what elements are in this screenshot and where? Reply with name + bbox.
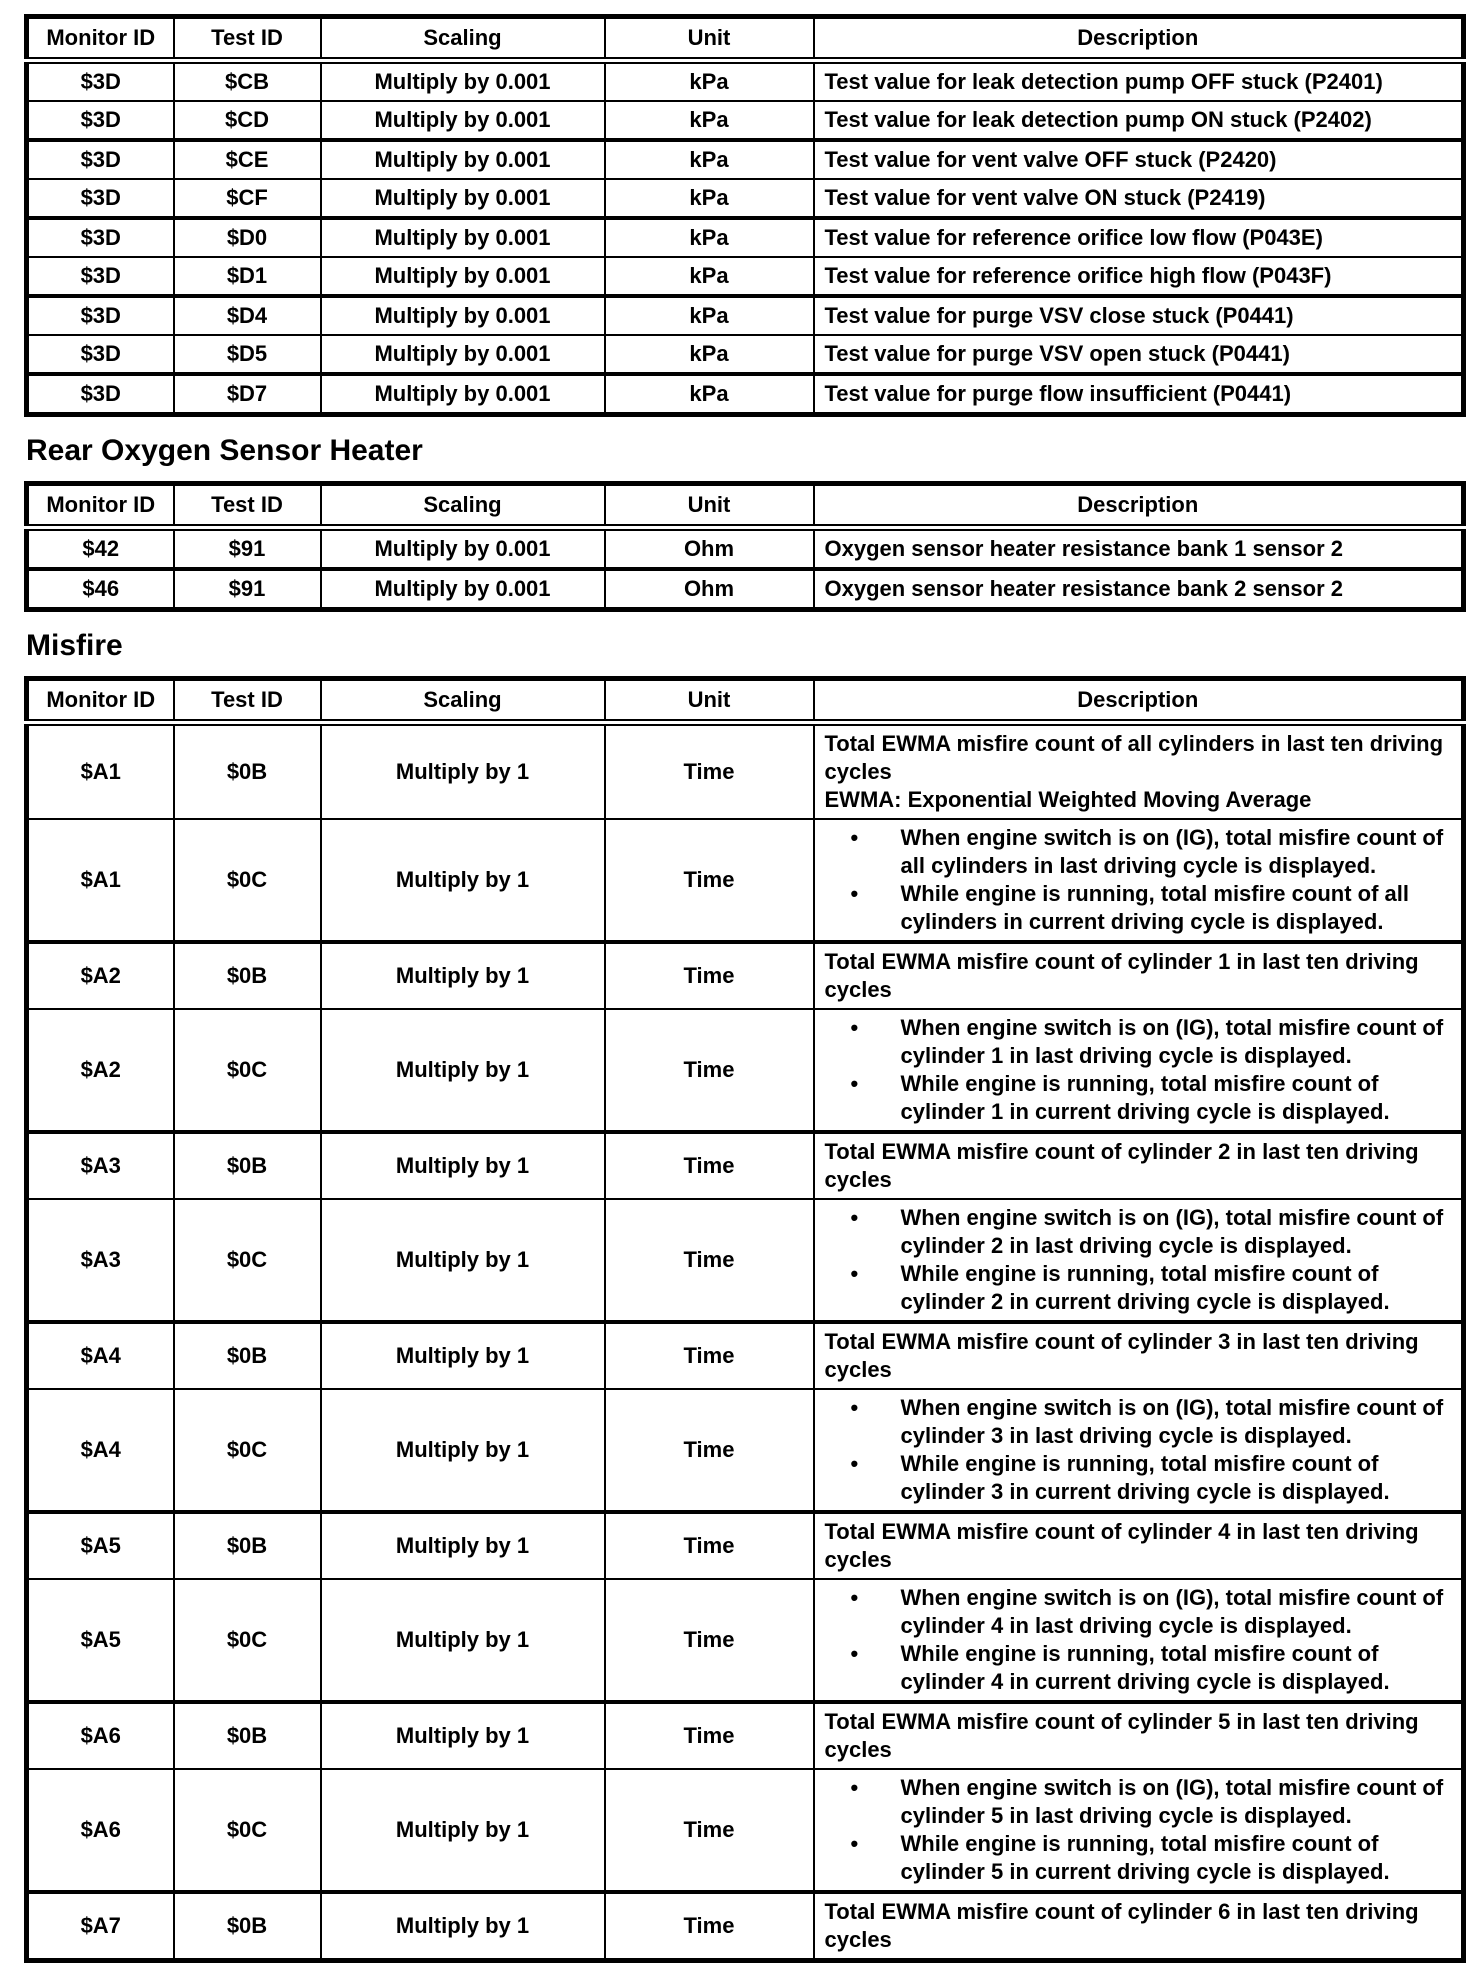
cell-description xyxy=(814,1389,1464,1512)
cell-scaling: Multiply by 0.001 xyxy=(321,179,605,218)
cell-unit: Time xyxy=(605,1009,814,1132)
cell-description xyxy=(814,569,1464,610)
column-header-scaling: Scaling xyxy=(321,679,605,723)
cell-unit: Time xyxy=(605,1199,814,1322)
cell-scaling: Multiply by 1 xyxy=(321,1702,605,1769)
header-row xyxy=(27,17,1464,61)
cell-test-id: $0B xyxy=(174,1132,321,1199)
description-line: Test value for purge flow insufficient (P0441) xyxy=(824,381,1292,406)
cell-scaling: Multiply by 1 xyxy=(321,1579,605,1702)
cell-test-id: $D4 xyxy=(174,296,321,335)
cell-monitor-id: $A6 xyxy=(27,1769,174,1892)
column-header-monitor-id: Monitor ID xyxy=(27,484,174,528)
column-header-description: Description xyxy=(814,484,1464,528)
cell-unit: Time xyxy=(605,1579,814,1702)
table-row xyxy=(27,1769,1464,1892)
cell-description xyxy=(814,1892,1464,1961)
cell-unit: kPa xyxy=(605,257,814,296)
cell-unit: Time xyxy=(605,1769,814,1892)
cell-description xyxy=(814,257,1464,296)
cell-scaling: Multiply by 0.001 xyxy=(321,569,605,610)
cell-monitor-id: $3D xyxy=(27,61,174,102)
cell-description xyxy=(814,179,1464,218)
table-row xyxy=(27,140,1464,179)
cell-unit: kPa xyxy=(605,374,814,415)
cell-test-id: $CF xyxy=(174,179,321,218)
table-rear-oxygen-sensor-heater xyxy=(24,481,1466,612)
cell-test-id: $0B xyxy=(174,1512,321,1579)
cell-test-id: $0B xyxy=(174,1322,321,1389)
cell-scaling: Multiply by 1 xyxy=(321,1512,605,1579)
cell-scaling: Multiply by 1 xyxy=(321,942,605,1009)
description-line: Test value for vent valve OFF stuck (P2420) xyxy=(824,147,1277,172)
cell-unit: kPa xyxy=(605,296,814,335)
description-bullet: • When engine switch is on (IG), total misfire count of cylinder 3 in last driving cycle is displayed. xyxy=(825,1394,1452,1450)
table-row xyxy=(27,61,1464,102)
cell-scaling: Multiply by 1 xyxy=(321,723,605,820)
table-row xyxy=(27,723,1464,820)
cell-unit: Time xyxy=(605,942,814,1009)
cell-description xyxy=(814,1199,1464,1322)
cell-description xyxy=(814,101,1464,140)
cell-test-id: $D1 xyxy=(174,257,321,296)
description-bullet: • While engine is running, total misfire count of cylinder 5 in current driving cycle is displayed. xyxy=(825,1830,1452,1886)
cell-test-id: $0B xyxy=(174,1892,321,1961)
table-row xyxy=(27,1892,1464,1961)
column-header-scaling: Scaling xyxy=(321,17,605,61)
cell-monitor-id: $A3 xyxy=(27,1199,174,1322)
description-line: Total EWMA misfire count of cylinder 5 in last ten driving cycles xyxy=(824,1709,1419,1762)
section-heading-misfire: Misfire xyxy=(26,629,123,662)
description-bullet: • When engine switch is on (IG), total misfire count of cylinder 1 in last driving cycle is displayed. xyxy=(825,1014,1452,1070)
cell-test-id: $D7 xyxy=(174,374,321,415)
description-line: Test value for reference orifice high flow (P043F) xyxy=(824,263,1332,288)
cell-monitor-id: $42 xyxy=(27,528,174,570)
cell-description xyxy=(814,140,1464,179)
cell-unit: kPa xyxy=(605,101,814,140)
description-bullet: • When engine switch is on (IG), total misfire count of cylinder 4 in last driving cycle is displayed. xyxy=(825,1584,1452,1640)
cell-test-id: $0B xyxy=(174,942,321,1009)
cell-description xyxy=(814,1769,1464,1892)
cell-description xyxy=(814,218,1464,257)
description-line: Total EWMA misfire count of cylinder 6 in last ten driving cycles xyxy=(824,1899,1419,1952)
cell-monitor-id: $A2 xyxy=(27,1009,174,1132)
cell-unit: Time xyxy=(605,1322,814,1389)
cell-test-id: $0C xyxy=(174,819,321,942)
column-header-unit: Unit xyxy=(605,484,814,528)
cell-monitor-id: $A2 xyxy=(27,942,174,1009)
description-line: Total EWMA misfire count of cylinder 4 in last ten driving cycles xyxy=(824,1519,1419,1572)
description-bullet: • While engine is running, total misfire count of cylinder 4 in current driving cycle is displayed. xyxy=(825,1640,1452,1696)
cell-unit: Time xyxy=(605,1389,814,1512)
table-row xyxy=(27,942,1464,1009)
cell-test-id: $D0 xyxy=(174,218,321,257)
column-header-monitor-id: Monitor ID xyxy=(27,17,174,61)
cell-description xyxy=(814,335,1464,374)
cell-description xyxy=(814,1009,1464,1132)
description-bullet: • When engine switch is on (IG), total misfire count of cylinder 2 in last driving cycle is displayed. xyxy=(825,1204,1452,1260)
cell-scaling: Multiply by 1 xyxy=(321,819,605,942)
description-bullet-list xyxy=(825,1204,1452,1316)
cell-monitor-id: $3D xyxy=(27,101,174,140)
description-line: Test value for leak detection pump OFF stuck (P2401) xyxy=(824,69,1383,94)
column-header-test-id: Test ID xyxy=(174,484,321,528)
cell-description xyxy=(814,1132,1464,1199)
description-line: Test value for purge VSV close stuck (P0441) xyxy=(824,303,1294,328)
cell-scaling: Multiply by 1 xyxy=(321,1132,605,1199)
table-row xyxy=(27,101,1464,140)
description-bullet: • While engine is running, total misfire count of cylinder 2 in current driving cycle is displayed. xyxy=(825,1260,1452,1316)
cell-scaling: Multiply by 0.001 xyxy=(321,101,605,140)
cell-scaling: Multiply by 0.001 xyxy=(321,61,605,102)
table-row xyxy=(27,819,1464,942)
cell-test-id: $0C xyxy=(174,1579,321,1702)
cell-unit: kPa xyxy=(605,335,814,374)
cell-scaling: Multiply by 1 xyxy=(321,1199,605,1322)
cell-unit: Time xyxy=(605,1702,814,1769)
table-row xyxy=(27,1389,1464,1512)
cell-scaling: Multiply by 0.001 xyxy=(321,296,605,335)
cell-unit: kPa xyxy=(605,218,814,257)
cell-scaling: Multiply by 0.001 xyxy=(321,257,605,296)
table-row xyxy=(27,1702,1464,1769)
description-line: EWMA: Exponential Weighted Moving Average xyxy=(824,787,1312,812)
column-header-scaling: Scaling xyxy=(321,484,605,528)
cell-scaling: Multiply by 1 xyxy=(321,1389,605,1512)
cell-test-id: $91 xyxy=(174,528,321,570)
table-misfire xyxy=(24,676,1466,1963)
table-row xyxy=(27,1512,1464,1579)
cell-description xyxy=(814,374,1464,415)
column-header-test-id: Test ID xyxy=(174,679,321,723)
description-line: Total EWMA misfire count of cylinder 3 in last ten driving cycles xyxy=(824,1329,1419,1382)
description-bullet: • While engine is running, total misfire count of cylinder 3 in current driving cycle is displayed. xyxy=(825,1450,1452,1506)
cell-description xyxy=(814,528,1464,570)
cell-test-id: $CE xyxy=(174,140,321,179)
table-row xyxy=(27,257,1464,296)
description-line: Oxygen sensor heater resistance bank 2 sensor 2 xyxy=(824,576,1343,601)
cell-monitor-id: $A1 xyxy=(27,819,174,942)
table-row xyxy=(27,296,1464,335)
table-row xyxy=(27,1579,1464,1702)
cell-unit: kPa xyxy=(605,61,814,102)
cell-monitor-id: $3D xyxy=(27,335,174,374)
column-header-description: Description xyxy=(814,679,1464,723)
description-bullet-list xyxy=(825,1394,1452,1506)
description-line: Test value for leak detection pump ON stuck (P2402) xyxy=(824,107,1372,132)
column-header-unit: Unit xyxy=(605,17,814,61)
cell-unit: Time xyxy=(605,1892,814,1961)
cell-unit: Ohm xyxy=(605,569,814,610)
table-row xyxy=(27,528,1464,570)
cell-monitor-id: $3D xyxy=(27,218,174,257)
cell-description xyxy=(814,942,1464,1009)
table-row xyxy=(27,374,1464,415)
column-header-monitor-id: Monitor ID xyxy=(27,679,174,723)
cell-description xyxy=(814,723,1464,820)
table-row xyxy=(27,1199,1464,1322)
column-header-unit: Unit xyxy=(605,679,814,723)
description-bullet-list xyxy=(825,1584,1452,1696)
cell-unit: Time xyxy=(605,723,814,820)
cell-test-id: $CD xyxy=(174,101,321,140)
cell-monitor-id: $A7 xyxy=(27,1892,174,1961)
description-line: Total EWMA misfire count of cylinder 2 in last ten driving cycles xyxy=(824,1139,1419,1192)
cell-scaling: Multiply by 0.001 xyxy=(321,374,605,415)
description-bullet-list xyxy=(825,1774,1452,1886)
description-line: Total EWMA misfire count of all cylinders in last ten driving cycles xyxy=(824,731,1444,784)
column-header-description: Description xyxy=(814,17,1464,61)
cell-scaling: Multiply by 1 xyxy=(321,1322,605,1389)
cell-unit: Time xyxy=(605,1132,814,1199)
description-line: Oxygen sensor heater resistance bank 1 sensor 2 xyxy=(824,536,1343,561)
cell-test-id: $91 xyxy=(174,569,321,610)
cell-description xyxy=(814,61,1464,102)
cell-scaling: Multiply by 0.001 xyxy=(321,218,605,257)
cell-unit: Time xyxy=(605,1512,814,1579)
sections-root xyxy=(24,14,1461,1963)
cell-monitor-id: $A5 xyxy=(27,1579,174,1702)
cell-test-id: $CB xyxy=(174,61,321,102)
description-bullet-list xyxy=(825,1014,1452,1126)
table-row xyxy=(27,1322,1464,1389)
cell-description xyxy=(814,1512,1464,1579)
header-row xyxy=(27,679,1464,723)
cell-scaling: Multiply by 0.001 xyxy=(321,528,605,570)
cell-scaling: Multiply by 1 xyxy=(321,1009,605,1132)
cell-monitor-id: $46 xyxy=(27,569,174,610)
cell-monitor-id: $A6 xyxy=(27,1702,174,1769)
cell-test-id: $0C xyxy=(174,1199,321,1322)
cell-unit: Ohm xyxy=(605,528,814,570)
table-evap-test-values xyxy=(24,14,1466,417)
cell-monitor-id: $3D xyxy=(27,374,174,415)
table-row xyxy=(27,1132,1464,1199)
cell-test-id: $0C xyxy=(174,1009,321,1132)
cell-test-id: $0B xyxy=(174,723,321,820)
description-bullet: • While engine is running, total misfire count of cylinder 1 in current driving cycle is displayed. xyxy=(825,1070,1452,1126)
cell-description xyxy=(814,819,1464,942)
cell-unit: Time xyxy=(605,819,814,942)
cell-description xyxy=(814,296,1464,335)
description-bullet: • When engine switch is on (IG), total misfire count of all cylinders in last driving cycle is displayed. xyxy=(825,824,1452,880)
cell-unit: kPa xyxy=(605,140,814,179)
cell-monitor-id: $3D xyxy=(27,140,174,179)
cell-monitor-id: $A3 xyxy=(27,1132,174,1199)
column-header-test-id: Test ID xyxy=(174,17,321,61)
cell-monitor-id: $3D xyxy=(27,257,174,296)
cell-test-id: $D5 xyxy=(174,335,321,374)
cell-test-id: $0B xyxy=(174,1702,321,1769)
description-line: Total EWMA misfire count of cylinder 1 in last ten driving cycles xyxy=(824,949,1419,1002)
description-bullet: • When engine switch is on (IG), total misfire count of cylinder 5 in last driving cycle is displayed. xyxy=(825,1774,1452,1830)
cell-test-id: $0C xyxy=(174,1389,321,1512)
table-row xyxy=(27,569,1464,610)
cell-test-id: $0C xyxy=(174,1769,321,1892)
description-bullet: • While engine is running, total misfire count of all cylinders in current driving cycle is displayed. xyxy=(825,880,1452,936)
header-row xyxy=(27,484,1464,528)
table-row xyxy=(27,218,1464,257)
cell-monitor-id: $3D xyxy=(27,296,174,335)
cell-monitor-id: $3D xyxy=(27,179,174,218)
description-line: Test value for reference orifice low flow (P043E) xyxy=(824,225,1323,250)
section-heading-rear-oxygen-sensor-heater: Rear Oxygen Sensor Heater xyxy=(26,434,423,467)
cell-monitor-id: $A4 xyxy=(27,1322,174,1389)
table-row xyxy=(27,335,1464,374)
cell-scaling: Multiply by 0.001 xyxy=(321,140,605,179)
cell-monitor-id: $A1 xyxy=(27,723,174,820)
description-line: Test value for vent valve ON stuck (P2419) xyxy=(824,185,1266,210)
cell-scaling: Multiply by 1 xyxy=(321,1892,605,1961)
cell-monitor-id: $A4 xyxy=(27,1389,174,1512)
description-bullet-list xyxy=(825,824,1452,936)
cell-description xyxy=(814,1702,1464,1769)
cell-description xyxy=(814,1579,1464,1702)
table-row xyxy=(27,179,1464,218)
cell-scaling: Multiply by 0.001 xyxy=(321,335,605,374)
cell-unit: kPa xyxy=(605,179,814,218)
cell-monitor-id: $A5 xyxy=(27,1512,174,1579)
table-row xyxy=(27,1009,1464,1132)
cell-description xyxy=(814,1322,1464,1389)
cell-scaling: Multiply by 1 xyxy=(321,1769,605,1892)
description-line: Test value for purge VSV open stuck (P0441) xyxy=(824,341,1290,366)
